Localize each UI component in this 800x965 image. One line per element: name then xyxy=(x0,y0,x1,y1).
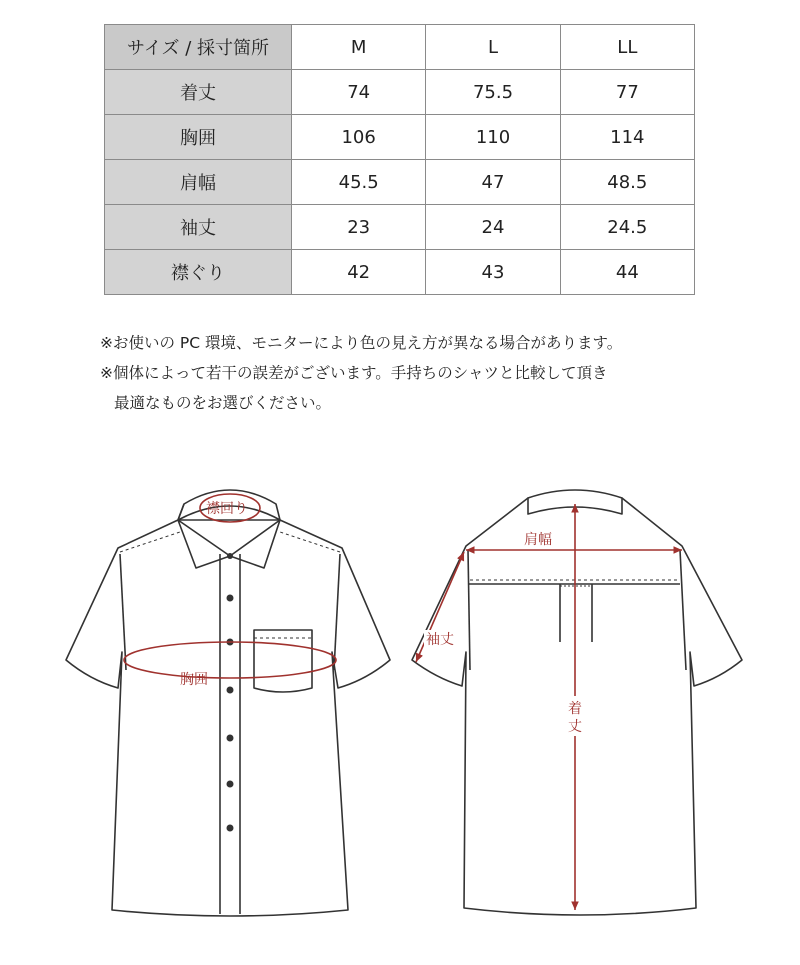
table-corner-header: サイズ / 採寸箇所 xyxy=(105,25,292,70)
table-cell: 106 xyxy=(292,115,426,160)
table-row xyxy=(105,250,695,295)
table-cell: 42 xyxy=(292,250,426,295)
table-cell: 44 xyxy=(560,250,694,295)
table-cell: 114 xyxy=(560,115,694,160)
table-cell: 110 xyxy=(426,115,560,160)
column-header-l: L xyxy=(426,25,560,70)
table-row xyxy=(105,115,695,160)
row-label: 襟ぐり xyxy=(105,250,292,295)
table-row xyxy=(105,205,695,250)
table-header-row xyxy=(105,25,695,70)
column-header-ll: LL xyxy=(560,25,694,70)
note-line: 最適なものをお選びください。 xyxy=(114,394,332,412)
table-cell: 77 xyxy=(560,70,694,115)
button-icon xyxy=(227,781,234,788)
button-icon xyxy=(227,825,234,832)
table-cell: 43 xyxy=(426,250,560,295)
shoulder-label: 肩幅 xyxy=(524,532,552,548)
shirt-diagram xyxy=(0,470,800,965)
table-cell: 24.5 xyxy=(560,205,694,250)
column-header-m: M xyxy=(292,25,426,70)
length-label-top: 着 xyxy=(568,701,582,717)
sleeve-label: 袖丈 xyxy=(426,632,454,648)
button-icon xyxy=(227,735,234,742)
table-cell: 24 xyxy=(426,205,560,250)
row-label: 肩幅 xyxy=(105,160,292,205)
note-line: ※個体によって若干の誤差がございます。手持ちのシャツと比較して頂き xyxy=(100,364,608,382)
table-row xyxy=(105,70,695,115)
table-cell: 45.5 xyxy=(292,160,426,205)
row-label: 袖丈 xyxy=(105,205,292,250)
table-row xyxy=(105,160,695,205)
chest-label: 胸囲 xyxy=(180,672,208,688)
note-line: ※お使いの PC 環境、モニターにより色の見え方が異なる場合があります。 xyxy=(100,334,623,352)
table-cell: 47 xyxy=(426,160,560,205)
table-cell: 74 xyxy=(292,70,426,115)
row-label: 胸囲 xyxy=(105,115,292,160)
row-label: 着丈 xyxy=(105,70,292,115)
size-table xyxy=(104,24,695,295)
button-icon xyxy=(227,553,233,559)
button-icon xyxy=(227,687,234,694)
notes xyxy=(100,328,622,418)
table-cell: 75.5 xyxy=(426,70,560,115)
button-icon xyxy=(227,595,234,602)
table-cell: 23 xyxy=(292,205,426,250)
table-cell: 48.5 xyxy=(560,160,694,205)
collar-label: 襟回り xyxy=(206,501,248,517)
length-label-bottom: 丈 xyxy=(568,719,582,735)
